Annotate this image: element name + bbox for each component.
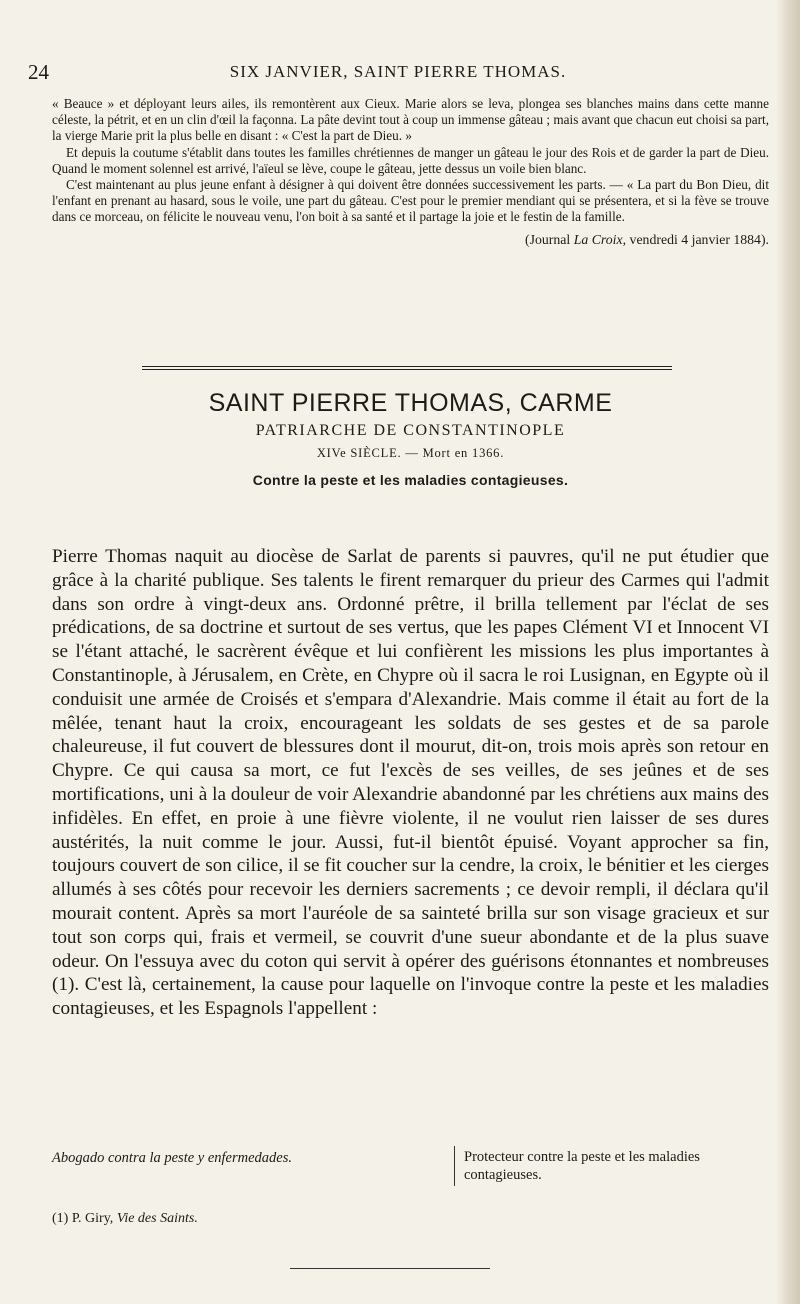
saint-heading (52, 388, 769, 488)
footnote-work: Vie des Saints. (116, 1211, 198, 1226)
section-divider (142, 369, 672, 370)
source-work: La Croix (573, 231, 623, 247)
legend-paragraph-2: Et depuis la coutume s'établit dans toutes les familles chrétiennes de manger un gâteau le jour des Rois et de garder la part de Dieu. Quand le moment solennel est arrivé, l'aïeul se lève, coupe le gâteau, jette dessus un voile bien blanc. (52, 144, 769, 176)
invocation-french: Protecteur contre la peste et les maladies contagieuses. (464, 1149, 700, 1183)
legend-paragraph-3: C'est maintenant au plus jeune enfant à désigner à qui doivent être données successivement les parts. — « La part du Bon Dieu, dit l'enfant en prenant au hasard, sous le voile, une part du gâteau. C'est pour le premier mendiant qui se présentera, et si la fève se trouve dans ce morceau, on félicite le nouveau venu, l'on boit à sa santé et il partage la joie et le festin de la famille. (52, 177, 769, 225)
saint-subtitle: PATRIARCHE DE CONSTANTINOPLE (255, 422, 566, 439)
legend-paragraph-1: « Beauce » et déployant leurs ailes, ils remontèrent aux Cieux. Marie alors se leva, plongea ses blanches mains dans cette manne céleste, la pétrit, et en un clin d'œil la façonna. La pâte devint tout à coup un immense gâteau ; mais avant que chacun eut choisi sa part, la vierge Marie prit la plus belle en disant : « C'est la part de Dieu. » (52, 96, 769, 144)
page-number: 24 (28, 60, 49, 84)
invocation-divider (454, 1146, 455, 1186)
saint-title: SAINT PIERRE THOMAS, CARME (208, 389, 613, 417)
invocation-spanish: Abogado contra la peste y enfermedades. (52, 1150, 293, 1166)
invocation-row (52, 1146, 769, 1188)
page-edge-shadow (776, 0, 800, 1304)
saint-century: XIVe SIÈCLE. — Mort en 1366. (316, 446, 505, 460)
section-divider (142, 366, 672, 367)
legend-source: (Journal La Croix, vendredi 4 janvier 1884). (525, 231, 769, 247)
biography-text: Pierre Thomas naquit au diocèse de Sarlat de parents si pauvres, qu'il ne put étudier que grâce à la charité publique. Ses talents le firent remarquer du prieur des Carmes qui l'admit dans son ordre à vingt-deux ans. Ordonné prêtre, il brilla tellement par l'éclat de ses prédications, de sa doctrine et surtout de ses vertus, que les papes Clément VI et Innocent VI se l'étant attaché, le sacrèrent évêque et lui confièrent les missions les plus importantes à Constantinople, à Jérusalem, en Crète, en Chypre où il sacra le roi Lusignan, en Egypte où il conduisit une armée de Croisés et s'empara d'Alexandrie. Mais comme il était au fort de la mêlée, tenant haut la croix, encourageant les soldats de ses gestes et de sa parole chaleureuse, il fut couvert de blessures dont il mourut, dit-on, trois mois après son retour en Chypre. Ce qui causa sa mort, ce fut l'excès de ses veilles, de ses jeûnes et de ses mortifications, uni à la douleur de voir Alexandrie abandonné par les chrétiens aux mains des infidèles. En effet, en proie à une fièvre violente, il ne voulut rien laisser de ses dures austérités, la nuit comme le jour. Aussi, fut-il bientôt épuisé. Voyant approcher sa fin, toujours couvert de son cilice, il se fit coucher sur la cendre, la croix, le bénitier et les cierges allumés à ses côtés pour recevoir les derniers sacrements ; ce devoir rempli, il déclara qu'il mourait content. Après sa mort l'auréole de sa sainteté brilla sur son visage gracieux et sur tout son corps qui, frais et vermeil, se couvrit d'une sueur abondante et de la plus suave odeur. On l'essuya avec du coton qui servit à opérer des guérisons étonnantes et nombreuses (1). C'est là, certainement, la cause pour laquelle on l'invoque contre la peste et les maladies contagieuses, et les Espagnols l'appellent : (52, 546, 769, 1020)
bottom-rule (290, 1268, 490, 1269)
running-title: SIX JANVIER, SAINT PIERRE THOMAS. (229, 62, 567, 81)
footnote: (1) P. Giry, Vie des Saints. (52, 1211, 198, 1226)
patronage-line: Contre la peste et les maladies contagieuses. (252, 472, 569, 488)
page-header (28, 60, 768, 88)
legend-continuation (52, 96, 769, 248)
